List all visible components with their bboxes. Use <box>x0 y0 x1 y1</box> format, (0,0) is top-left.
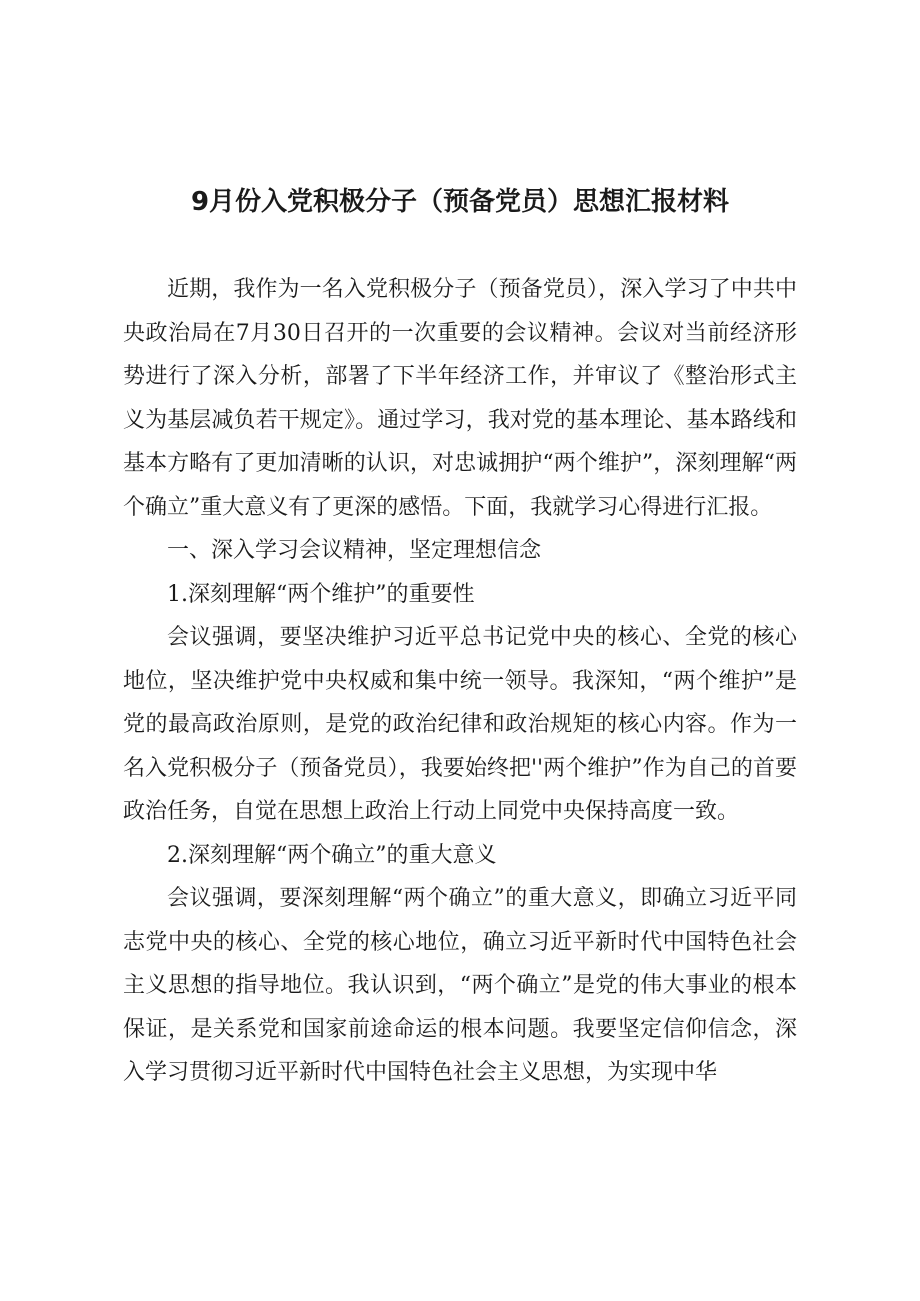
document-body <box>123 268 797 1095</box>
document-title: 9月份入党积极分子（预备党员）思想汇报材料 <box>190 187 730 217</box>
body-paragraph-2: 会议强调，要深刻理解“两个确立”的重大意义，即确立习近平同志党中央的核心、全党的核心地位，确立习近平新时代中国特色社会主义思想的指导地位。我认识到，“两个确立”是党的伟大事业的根本保证，是关系党和国家前途命运的根本问题。我要坚定信仰信念，深入学习贯彻习近平新时代中国特色社会主义思想，为实现中华 <box>123 886 797 1085</box>
body-paragraph-1: 会议强调，要坚决维护习近平总书记党中央的核心、全党的核心地位，坚决维护党中央权威和集中统一领导。我深知，“两个维护”是党的最高政治原则，是党的政治纪律和政治规矩的核心内容。作为一名入党积极分子（预备党员），我要始终把''两个维护”作为自己的首要政治任务，自觉在思想上政治上行动上同党中央保持高度一致。 <box>123 625 797 824</box>
subsection-heading-2: 2.深刻理解“两个确立”的重大意义 <box>167 842 497 868</box>
intro-paragraph: 近期，我作为一名入党积极分子（预备党员），深入学习了中共中央政治局在7月30日召开的一次重要的会议精神。会议对当前经济形势进行了深入分析，部署了下半年经济工作，并审议了《整治形式主义为基层减负若干规定》。通过学习，我对党的基本理论、基本路线和基本方略有了更加清晰的认识，对忠诚拥护“两个维护”，深刻理解“两个确立”重大意义有了更深的感悟。下面，我就学习心得进行汇报。 <box>123 277 797 520</box>
section-heading-1: 一、深入学习会议精神，坚定理想信念 <box>167 538 542 563</box>
subsection-heading-1: 1.深刻理解“两个维护”的重要性 <box>167 581 475 607</box>
